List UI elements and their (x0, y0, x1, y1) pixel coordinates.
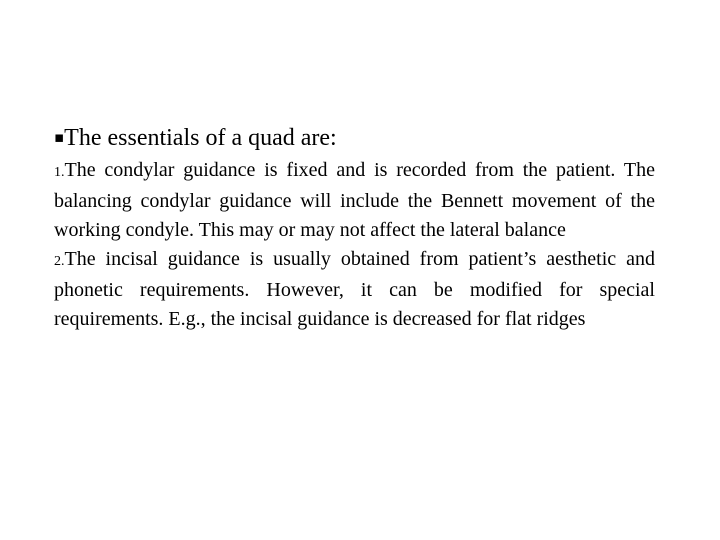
list-item (54, 156, 655, 245)
slide-content (54, 120, 655, 334)
item-number: 1. (54, 165, 65, 180)
item-text: The incisal guidance is usually obtained from patient’s aesthetic and phonetic requirements. However, it can be modified for special requirements. E.g., the incisal guidance is decreased for flat ridges (54, 248, 655, 330)
slide-heading (54, 120, 655, 156)
list-item (54, 245, 655, 334)
heading-text: The essentials of a quad are: (64, 125, 337, 151)
square-bullet-icon: ▪ (54, 128, 65, 146)
item-text: The condylar guidance is fixed and is recorded from the patient. The balancing condylar guidance will include the Bennett movement of the working condyle. This may or may not affect the lateral balance (54, 159, 655, 241)
item-number: 2. (54, 254, 65, 269)
